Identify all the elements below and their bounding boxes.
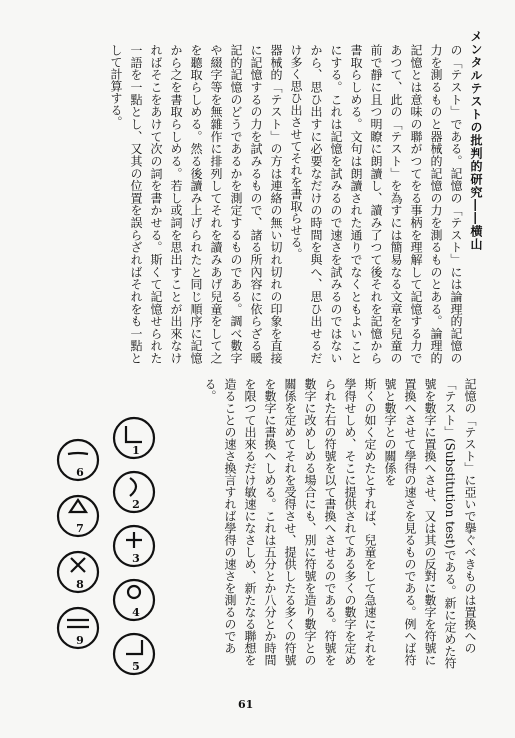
symbol-digit-5: 5 [132, 660, 140, 673]
lower-text-block [158, 378, 480, 672]
symbol-digit-9: 9 [76, 634, 84, 647]
paragraph-substitution-method: 斯くの如く定めたとすれば、兒童をして急速にそれを學得せしめ、そこに提供されてある多くの數字を定められた右の符號を以て書換へさせるのである。符號を數字に改めしめる場合にも、別に符號を造り數字との關係を定めてそれを受得させ、提供したる多くの符號を數字に書換へしめる。これは五分とか八分とか時間を限つて出來るだけ敏速になさしめ、新たなる聯想を造ることの速さ換言すれば學得の速さを測るのである。 [203, 378, 377, 666]
symbol-digit-figure [50, 412, 162, 692]
symbol-digit-1: 1 [132, 444, 140, 457]
paragraph-substitution-test: 記憶の「テスト」に亞いで擧ぐべきものは置換への「テスト」(Substitution test)である。新に定めた符號を數字に置換へさせ、又は其の反對に數字を符號に置換へさせて學得の速さを見るものである。例へば符號と數字との關係を [383, 378, 477, 669]
symbol-digit-2: 2 [132, 498, 140, 511]
symbol-digit-7: 7 [76, 522, 84, 535]
symbol-digit-6: 6 [76, 466, 84, 479]
upper-text-block [36, 44, 466, 364]
symbol-digit-3: 3 [132, 552, 140, 565]
symbol-digit-4: 4 [132, 606, 140, 619]
paragraph-mechanical-memory: 器械的「テスト」の方は連絡の無い切れ切れの印象を直接に記憶するの力を試みるもので、諸る所內容に依らざる暖記的記憶のどうであるかを測定するものである。調べ數字や綴字等を無雜作に排列してそれを讀みあげ兒童をして之を聽取らしめる。然る後讀み上げられたと同じ順序に記憶から之を書取らしめる。若し或詞を思出すことが出來なければそこをあけて次の詞を書かせる。斯くて記憶せられた一語を一點とし、又其の位置を誤らざればそれをも一點として計算する。 [109, 44, 283, 364]
paragraph-memory-test: の「テスト」である。記憶の「テスト」には論理的記憶の力を測るものと器械的記憶の力を測るものとある。論理的記憶とは意味の聯がつてをる事柄を理解して記憶する力であつて、此の「テスト」を為すには簡易なる文章を兒童の前で靜に且つ明瞭に朗讀し、讀み了つて後それを記憶から書取らしめる。文句は朗讀された通りでなくともよいことにする。これは記憶を試みるので速さを試みるのではないから、思ひ出すに必要なだけの時間を與へ、思ひ出せるだけ多く思ひ出させてそれを書取らせる。 [289, 44, 463, 364]
symbol-digit-8: 8 [76, 578, 84, 591]
running-title: メンタルテストの批判的研究――横山 [469, 30, 483, 251]
page-number: 61 [238, 698, 254, 711]
